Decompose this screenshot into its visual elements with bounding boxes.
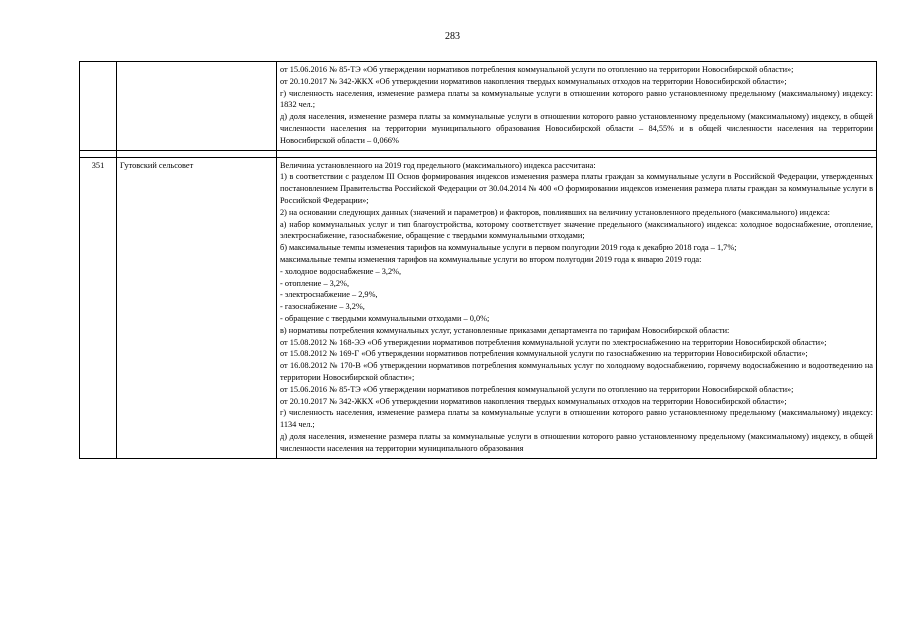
table-row	[80, 62, 877, 151]
index-justification-cell	[277, 157, 877, 458]
row-number-cell	[80, 62, 117, 151]
municipality-name-cell: Гутовский сельсовет	[117, 157, 277, 458]
text-line: г) численность населения, изменение размера платы за коммунальные услуги в отношении которого равно установленному предельному (максимальному) индексу: 1832 чел.;	[280, 88, 873, 110]
index-justification-cell	[277, 62, 877, 151]
text-line: д) доля населения, изменение размера платы за коммунальные услуги в отношении которого равно установленному предельному (максимальному) индексу, в общей численности населения на территории муниципального образования Новосибирской области – 84,55% и в общей численности населения на территории Новосибирской области – 0,066%	[280, 112, 873, 145]
text-line: - газоснабжение – 3,2%,	[280, 302, 365, 312]
text-line: в) нормативы потребления коммунальных услуг, установленные приказами департамента по тарифам Новосибирской области:	[280, 325, 730, 335]
text-line: - холодное водоснабжение – 3,2%,	[280, 266, 402, 276]
text-line: максимальные темпы изменения тарифов на коммунальные услуги во втором полугодии 2019 года к январю 2019 года:	[280, 254, 702, 264]
text-line: от 15.06.2016 № 85-ТЭ «Об утверждении нормативов потребления коммунальной услуги по отоплению на территории Новосибирской области»;	[280, 65, 794, 74]
table-row	[80, 157, 877, 458]
row-number-cell: 351	[80, 157, 117, 458]
text-line: от 20.10.2017 № 342-ЖКХ «Об утверждении нормативов накопления твердых коммунальных отходов на территории Новосибирской области»;	[280, 396, 787, 406]
municipality-name-cell	[117, 62, 277, 151]
text-line: 1) в соответствии с разделом III Основ формирования индексов изменения размера платы граждан за коммунальные услуги в Российской Федерации, утвержденных постановлением Правительства Российской Федерации от 30.04.2014 № 400 «О формировании индексов изменения размера платы граждан за коммунальные услуги в Российской Федерации»;	[280, 172, 873, 205]
page-number: 283	[445, 31, 460, 42]
row-spacer	[80, 150, 877, 157]
text-line: от 20.10.2017 № 342-ЖКХ «Об утверждении нормативов накопления твердых коммунальных отходов на территории Новосибирской области»;	[280, 76, 787, 86]
text-line: д) доля населения, изменение размера платы за коммунальные услуги в отношении которого равно установленному предельному (максимальному) индексу, в общей численности населения на территории муниципального образования	[280, 431, 873, 453]
text-line: - электроснабжение – 2,9%,	[280, 290, 378, 300]
text-line: г) численность населения, изменение размера платы за коммунальные услуги в отношении которого равно установленному предельному (максимальному) индексу: 1134 чел.;	[280, 408, 873, 430]
text-line: Величина установленного на 2019 год предельного (максимального) индекса рассчитана:	[280, 160, 596, 170]
text-line: от 15.08.2012 № 169-Г «Об утверждении нормативов потребления коммунальной услуги по газоснабжению на территории Новосибирской области»;	[280, 349, 808, 359]
text-line: - обращение с твердыми коммунальными отходами – 0,0%;	[280, 313, 490, 323]
text-line: от 16.08.2012 № 170-В «Об утверждении нормативов потребления коммунальных услуг по холодному водоснабжению, горячему водоснабжению и водоотведению на территории Новосибирской области»;	[280, 361, 873, 382]
text-line: б) максимальные темпы изменения тарифов на коммунальные услуги в первом полугодии 2019 года к декабрю 2018 года – 1,7%;	[280, 243, 737, 253]
text-line: от 15.06.2016 № 85-ТЭ «Об утверждении нормативов потребления коммунальной услуги по отоплению на территории Новосибирской области»;	[280, 384, 794, 394]
text-line: а) набор коммунальных услуг и тип благоустройства, которому соответствует значение предельного (максимального) индекса: холодное водоснабжение, отопление, электроснабжение, газоснабжение, обращение с твердыми коммунальными отходами;	[280, 219, 873, 241]
text-line: 2) на основании следующих данных (значений и параметров) и факторов, повлиявших на величину установленного предельного (максимального) индекса:	[280, 207, 830, 217]
regions-table	[79, 61, 877, 459]
text-line: - отопление – 3,2%,	[280, 278, 350, 288]
text-line: от 15.08.2012 № 168-ЭЭ «Об утверждении нормативов потребления коммунальной услуги по электроснабжению на территории Новосибирской области»;	[280, 337, 827, 347]
